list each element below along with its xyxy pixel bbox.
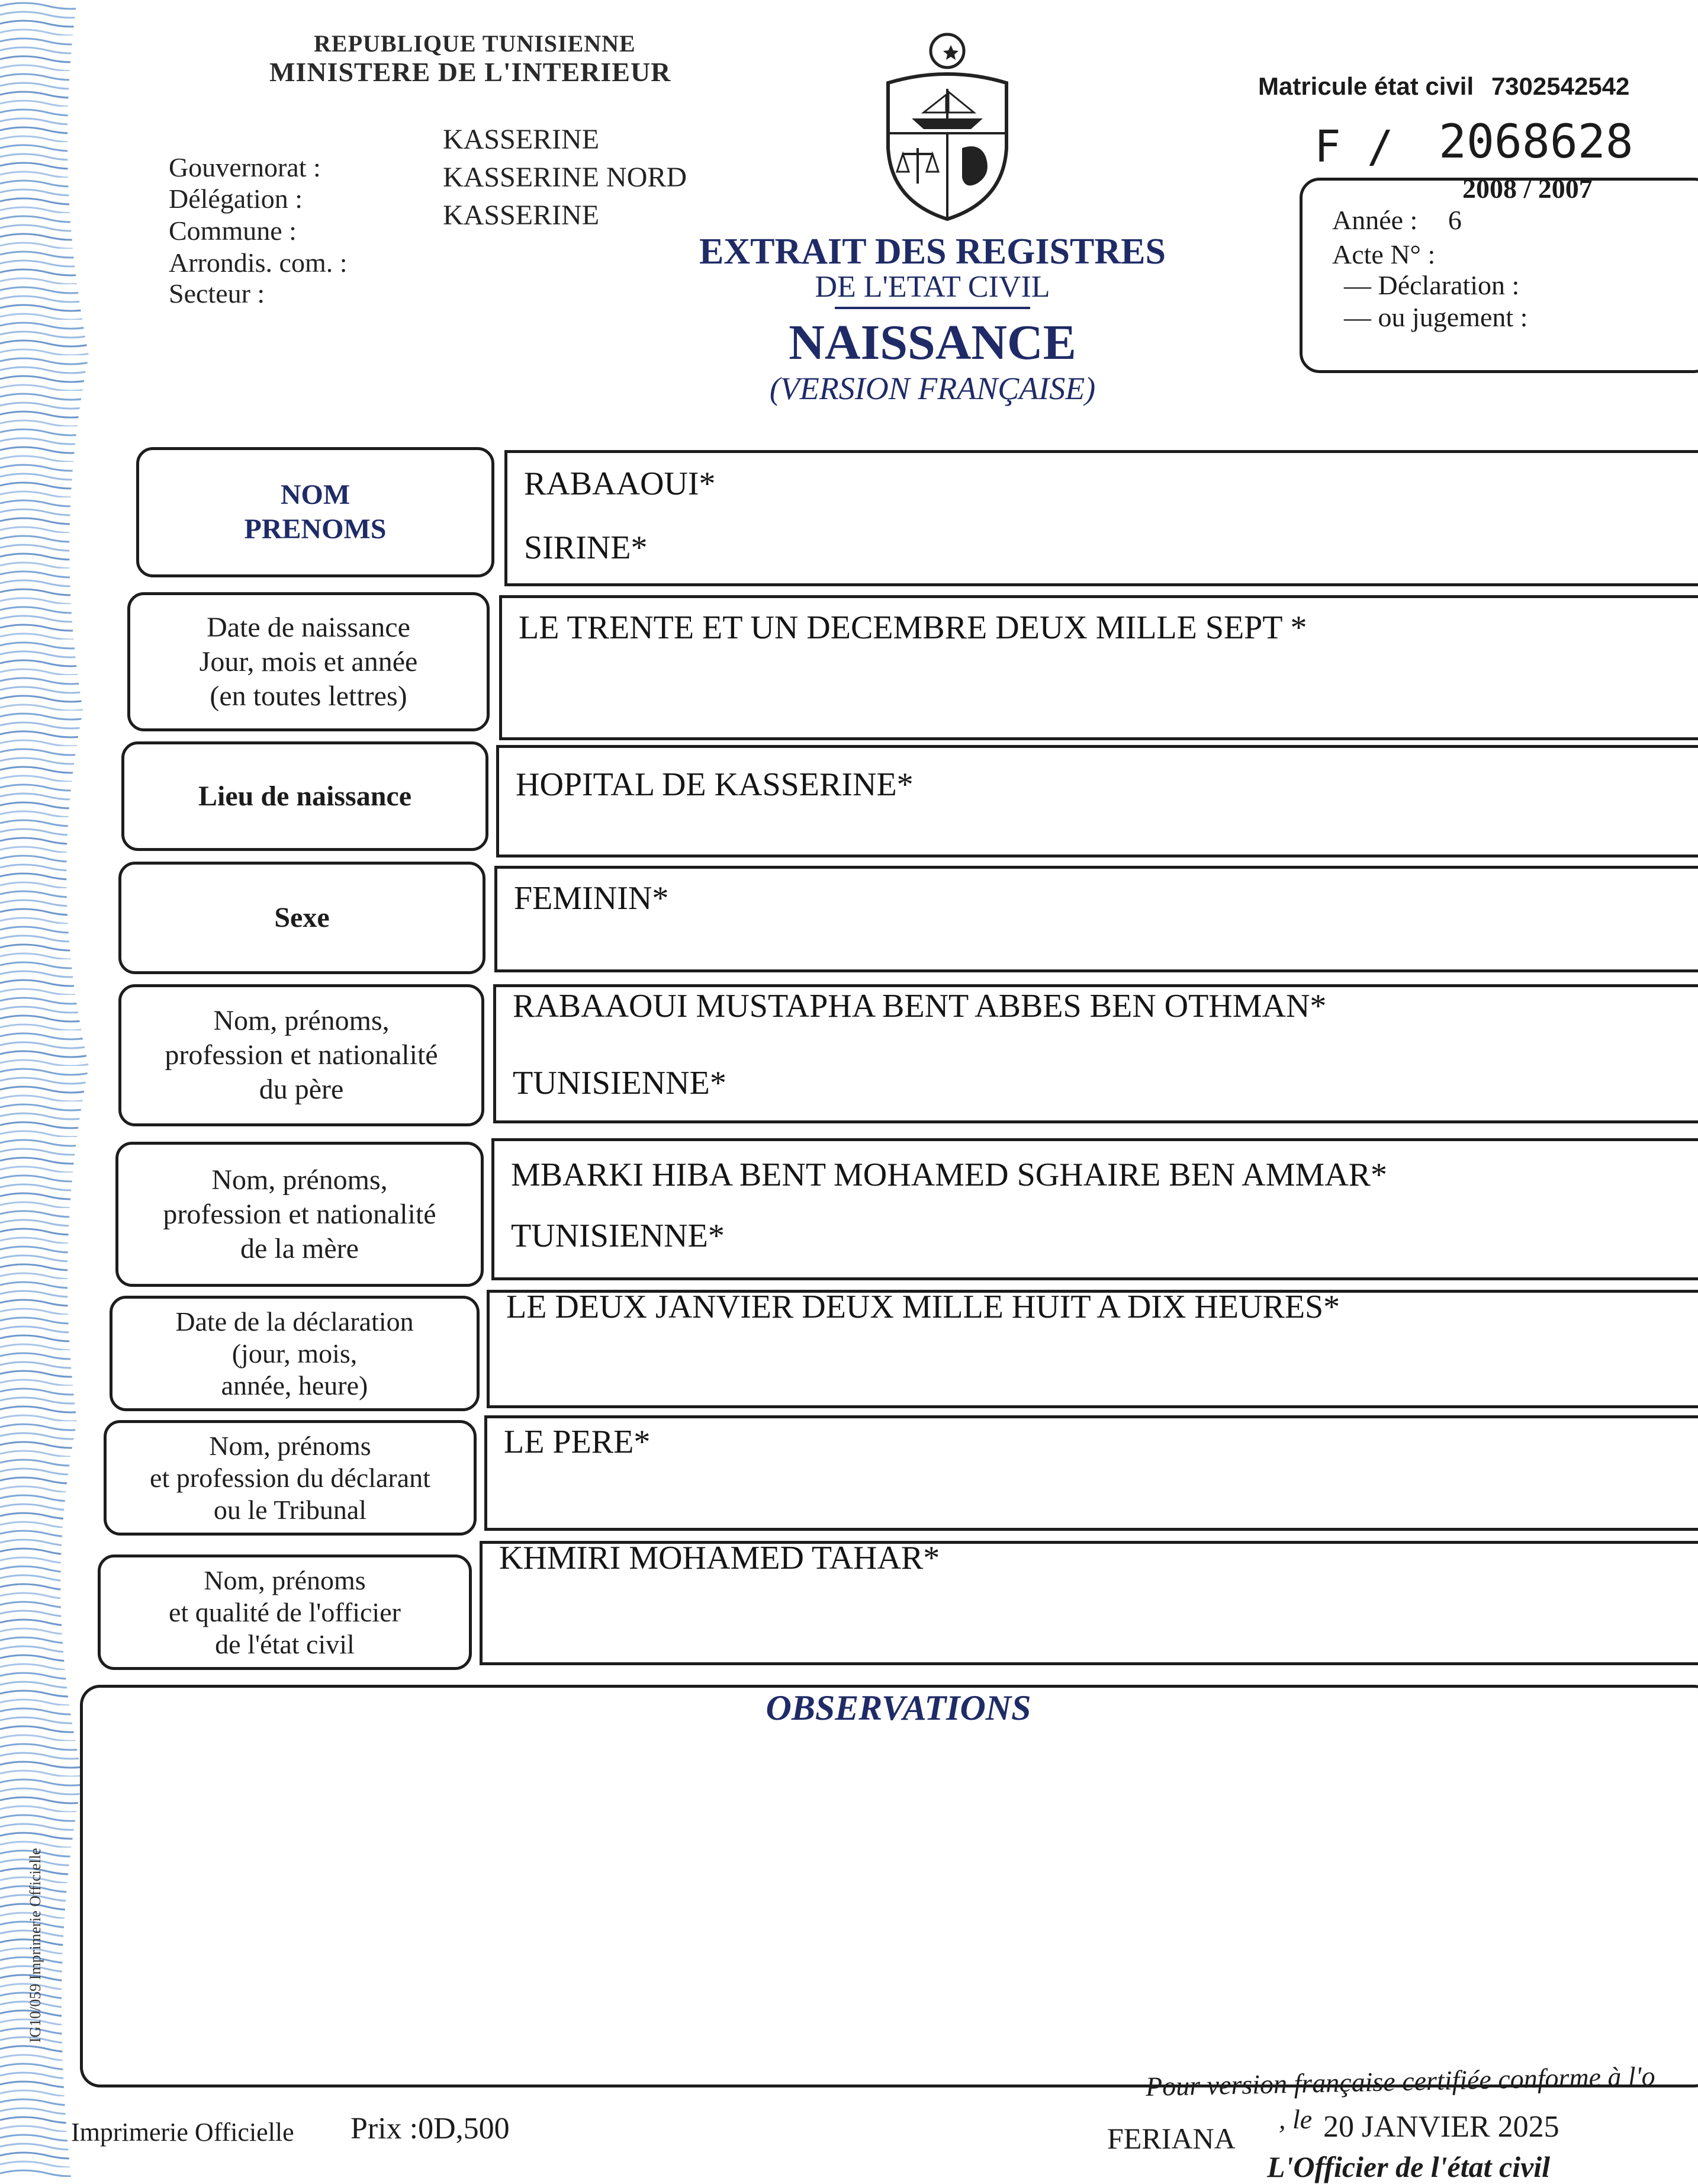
label-lieu-naissance: Lieu de naissance [121, 741, 488, 851]
value-nom-prenoms [504, 450, 1698, 586]
title-version: (VERSION FRANÇAISE) [769, 371, 1096, 406]
annee-label: Année : [1332, 205, 1418, 235]
label-nom-prenoms: NOM PRENOMS [136, 447, 494, 577]
value-date-naissance [499, 595, 1698, 740]
value-lieu-naissance-text: HOPITAL DE KASSERINE* [516, 766, 914, 803]
value-declarant-text: LE PERE* [504, 1424, 651, 1460]
date-prefix: , le [1279, 2104, 1313, 2134]
value-date-declaration-text: LE DEUX JANVIER DEUX MILLE HUIT A DIX HEURES* [506, 1289, 1340, 1325]
label-officier: Nom, prénoms et qualité de l'officier de l'état civil [98, 1555, 472, 1670]
label-declarant: Nom, prénoms et profession du déclarant ou le Tribunal [104, 1420, 477, 1536]
delegation-value: KASSERINE NORD [443, 162, 687, 193]
value-officier [480, 1541, 1698, 1665]
annee-value: 6 [1448, 205, 1462, 235]
certified-text: Pour version française certifiée conforme à l'o [1145, 2060, 1656, 2102]
value-pere-nom: RABAAOUI MUSTAPHA BENT ABBES BEN OTHMAN* [513, 988, 1327, 1024]
value-date-naissance-text: LE TRENTE ET UN DECEMBRE DEUX MILLE SEPT * [519, 609, 1307, 646]
annee-acte-box [1300, 178, 1698, 373]
label-pere: Nom, prénoms, profession et nationalité du père [118, 984, 484, 1126]
matricule-line [1258, 72, 1629, 101]
observations-title: OBSERVATIONS [766, 1688, 1031, 1727]
jugement-label: — ou jugement : [1344, 302, 1528, 332]
side-note: IG10/059 Imprimerie Officielle [27, 1848, 44, 2043]
gouvernorat-label: Gouvernorat : [169, 152, 321, 182]
value-nom: RABAAOUI* [524, 465, 716, 502]
commune-label: Commune : [169, 216, 297, 246]
label-date-naissance: Date de naissance Jour, mois et année (en toutes lettres) [127, 592, 490, 731]
label-date-declaration: Date de la déclaration (jour, mois, année, heure) [110, 1296, 480, 1411]
observations-box [80, 1685, 1698, 2087]
value-sexe-text: FEMININ* [514, 880, 669, 917]
f-prefix: F / [1314, 121, 1394, 172]
value-mere-nom: MBARKI HIBA BENT MOHAMED SGHAIRE BEN AMMAR* [511, 1157, 1387, 1193]
place: FERIANA [1107, 2122, 1236, 2155]
value-declarant [484, 1415, 1698, 1531]
coat-of-arms-emblem [876, 30, 1018, 225]
ministry-heading: MINISTERE DE L'INTERIEUR [269, 57, 671, 87]
year-range: 2008 / 2007 [1462, 174, 1593, 204]
officer-signature-label: L'Officier de l'état civil [1267, 2150, 1551, 2183]
value-pere-nationalite: TUNISIENNE* [513, 1065, 726, 1101]
secteur-label: Secteur : [169, 278, 265, 309]
value-mere-nationalite: TUNISIENNE* [511, 1218, 725, 1254]
price: Prix :0D,500 [350, 2112, 510, 2146]
commune-value: KASSERINE [443, 200, 600, 231]
f-number: 2068628 [1439, 115, 1633, 169]
value-sexe [494, 866, 1698, 972]
delegation-label: Délégation : [169, 184, 303, 214]
label-sexe: Sexe [118, 862, 485, 974]
gouvernorat-value: KASSERINE [443, 124, 600, 155]
title-extrait: EXTRAIT DES REGISTRES [699, 232, 1166, 272]
title-etat-civil: DE L'ETAT CIVIL [815, 270, 1050, 304]
value-officier-text: KHMIRI MOHAMED TAHAR* [499, 1540, 940, 1576]
arrondissement-label: Arrondis. com. : [169, 248, 348, 278]
label-mere: Nom, prénoms, profession et nationalité de la mère [115, 1142, 484, 1287]
matricule-label: Matricule état civil [1258, 72, 1474, 100]
declaration-label: — Déclaration : [1344, 270, 1520, 300]
title-underline [835, 307, 1030, 309]
value-pere [493, 984, 1698, 1123]
value-mere [491, 1138, 1698, 1280]
value-prenom: SIRINE* [524, 529, 648, 566]
value-date-declaration [487, 1290, 1698, 1408]
printer-name: Imprimerie Officielle [71, 2118, 294, 2147]
title-naissance: NAISSANCE [789, 315, 1076, 370]
issue-date: 20 JANVIER 2025 [1323, 2110, 1559, 2144]
republic-heading: REPUBLIQUE TUNISIENNE [314, 30, 636, 57]
value-lieu-naissance [496, 745, 1698, 857]
acte-label: Acte N° : [1332, 239, 1436, 269]
matricule-value: 7302542542 [1491, 72, 1630, 100]
